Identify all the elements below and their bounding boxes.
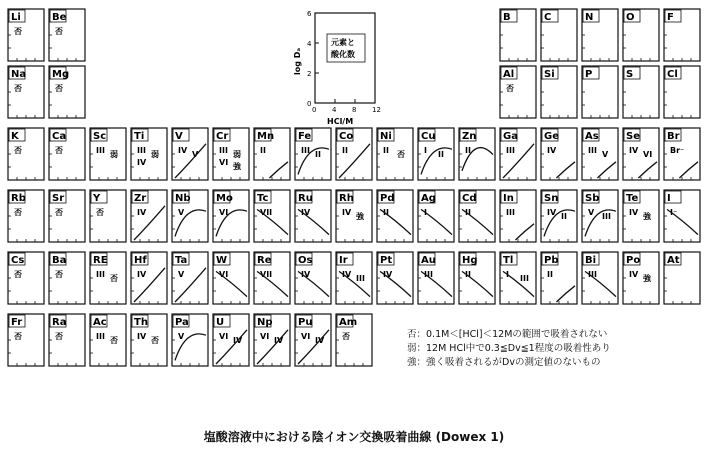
key-y-tick-label: 6: [307, 10, 312, 18]
element-symbol: Zn: [462, 131, 477, 142]
element-symbol: Ru: [298, 193, 313, 204]
oxidation-note: 否: [55, 270, 63, 279]
oxidation-note: IV: [547, 146, 557, 155]
oxidation-note: VI: [643, 150, 653, 159]
element-symbol: Mo: [216, 193, 233, 204]
oxidation-note: II: [342, 146, 348, 155]
element-symbol: Ac: [93, 317, 107, 328]
oxidation-note: III: [602, 212, 611, 221]
element-cell-hg: [459, 252, 495, 304]
element-symbol: Si: [544, 69, 555, 80]
oxidation-note: III: [588, 270, 597, 279]
oxidation-note: IV: [301, 208, 311, 217]
oxidation-note: 否: [397, 150, 405, 159]
element-cell-re: [90, 252, 126, 304]
oxidation-note: VI: [219, 332, 229, 341]
element-cell-os: [295, 252, 331, 304]
element-symbol: Rb: [11, 193, 26, 204]
element-symbol: Nb: [175, 193, 191, 204]
element-cell-rb: [8, 190, 44, 242]
element-symbol: Br: [667, 131, 680, 142]
element-symbol: Hg: [462, 255, 478, 266]
element-symbol: W: [216, 255, 228, 266]
element-symbol: V: [175, 131, 183, 142]
element-cell-re: [254, 252, 290, 304]
element-cell-at: [664, 252, 700, 304]
element-symbol: Ta: [175, 255, 188, 266]
element-cell-hf: [131, 252, 167, 304]
element-symbol: Na: [11, 69, 27, 80]
element-cell-ti: [131, 128, 167, 180]
key-x-tick-label: 8: [352, 106, 357, 114]
element-symbol: Al: [503, 69, 515, 80]
oxidation-note: V: [178, 332, 185, 341]
oxidation-note: III: [96, 270, 105, 279]
oxidation-note: III: [588, 146, 597, 155]
oxidation-note: 否: [55, 146, 63, 155]
element-symbol: Ra: [52, 317, 67, 328]
element-symbol: Cd: [462, 193, 477, 204]
element-symbol: Ca: [52, 131, 67, 142]
oxidation-note: IV: [233, 336, 243, 345]
oxidation-note: IV: [629, 270, 639, 279]
element-cell-sn: [541, 190, 577, 242]
element-cell-rh: [336, 190, 372, 242]
element-cell-si: [541, 66, 577, 118]
element-cell-s: [623, 66, 659, 118]
oxidation-note: V: [178, 270, 185, 279]
element-symbol: Fr: [11, 317, 23, 328]
element-symbol: B: [503, 12, 511, 23]
element-cell-y: [90, 190, 126, 242]
element-symbol: Th: [134, 317, 148, 328]
element-symbol: Ga: [503, 131, 518, 142]
element-symbol: Co: [339, 131, 354, 142]
element-symbol: Rh: [339, 193, 354, 204]
oxidation-note: IV: [383, 270, 393, 279]
element-symbol: Sn: [544, 193, 559, 204]
oxidation-note: VI: [219, 270, 229, 279]
element-cell-cd: [459, 190, 495, 242]
element-cell-fr: [8, 314, 44, 366]
oxidation-note: II: [315, 150, 321, 159]
legend-no: 否：0.1M＜[HCl]＜12Mの範囲で吸着されない: [407, 329, 608, 340]
oxidation-note: II: [465, 208, 471, 217]
oxidation-note: IV: [547, 208, 557, 217]
oxidation-note: III: [506, 146, 515, 155]
oxidation-note: 強: [233, 162, 241, 171]
element-symbol: Cu: [421, 131, 436, 142]
element-symbol: Pb: [544, 255, 559, 266]
element-symbol: Po: [626, 255, 641, 266]
element-cell-as: [582, 128, 618, 180]
oxidation-note: 否: [55, 332, 63, 341]
element-cell-tl: [500, 252, 536, 304]
element-symbol: Y: [93, 193, 101, 204]
oxidation-note: 否: [14, 27, 22, 36]
element-cell-te: [623, 190, 659, 242]
oxidation-note: 否: [14, 84, 22, 93]
element-cell-mg: [49, 66, 85, 118]
oxidation-note: IV: [274, 336, 284, 345]
key-y-label: log Dₐ: [293, 47, 302, 75]
oxidation-note: IV: [178, 146, 188, 155]
oxidation-note: II: [260, 146, 266, 155]
element-cell-f: [664, 9, 700, 61]
element-cell-ba: [49, 252, 85, 304]
oxidation-note: VI: [219, 208, 229, 217]
element-cell-mn: [254, 128, 290, 180]
element-symbol: RE: [93, 255, 108, 266]
key-inner-label-2: 酸化数: [331, 50, 355, 59]
element-cell-n: [582, 9, 618, 61]
element-cell-b: [500, 9, 536, 61]
element-cell-k: [8, 128, 44, 180]
element-symbol: Be: [52, 12, 67, 23]
oxidation-note: 否: [110, 336, 118, 345]
oxidation-note: 否: [14, 208, 22, 217]
element-cell-ra: [49, 314, 85, 366]
element-symbol: Zr: [134, 193, 147, 204]
element-cell-tc: [254, 190, 290, 242]
oxidation-note: V: [588, 208, 595, 217]
element-cell-fe: [295, 128, 331, 180]
element-cell-o: [623, 9, 659, 61]
element-cell-sb: [582, 190, 618, 242]
element-cell-bi: [582, 252, 618, 304]
element-symbol: Pa: [175, 317, 189, 328]
oxidation-note: 否: [96, 208, 104, 217]
element-symbol: Li: [11, 12, 21, 23]
element-symbol: Ti: [134, 131, 145, 142]
element-cell-c: [541, 9, 577, 61]
key-x-tick-label: 4: [332, 106, 337, 114]
element-cell-v: [172, 128, 208, 180]
element-cell-zr: [131, 190, 167, 242]
element-symbol: S: [626, 69, 634, 80]
element-cell-zn: [459, 128, 495, 180]
oxidation-note: 弱: [151, 150, 159, 159]
oxidation-note: 否: [506, 84, 514, 93]
element-cell-ac: [90, 314, 126, 366]
oxidation-note: V: [178, 208, 185, 217]
oxidation-note: VII: [260, 208, 273, 217]
element-symbol: Np: [257, 317, 273, 328]
element-cell-th: [131, 314, 167, 366]
figure-caption: 塩酸溶液中における陰イオン交換吸着曲線 (Dowex 1): [203, 430, 505, 444]
oxidation-note: Br⁻: [670, 146, 685, 155]
element-cell-pt: [377, 252, 413, 304]
oxidation-note: 強: [643, 274, 651, 283]
oxidation-note: II: [465, 146, 471, 155]
oxidation-note: III: [137, 146, 146, 155]
element-symbol: Tl: [503, 255, 514, 266]
oxidation-note: III: [96, 146, 105, 155]
oxidation-note: II: [547, 270, 553, 279]
element-cell-pa: [172, 314, 208, 366]
element-symbol: Hf: [134, 255, 147, 266]
element-symbol: Mg: [52, 69, 70, 80]
element-symbol: Tc: [257, 193, 269, 204]
oxidation-note: VI: [219, 158, 229, 167]
element-cell-cl: [664, 66, 700, 118]
element-cell-cs: [8, 252, 44, 304]
element-symbol: Sb: [585, 193, 600, 204]
oxidation-note: III: [356, 274, 365, 283]
element-cell-cu: [418, 128, 454, 180]
oxidation-note: 否: [14, 270, 22, 279]
element-symbol: Bi: [585, 255, 597, 266]
oxidation-note: 否: [14, 332, 22, 341]
element-symbol: Te: [626, 193, 639, 204]
oxidation-note: IV: [629, 146, 639, 155]
key-y-tick-label: 2: [307, 70, 312, 78]
element-symbol: Re: [257, 255, 272, 266]
element-symbol: Cs: [11, 255, 25, 266]
element-cell-pb: [541, 252, 577, 304]
oxidation-note: I: [506, 270, 509, 279]
element-symbol: K: [11, 131, 19, 142]
oxidation-note: IV: [315, 336, 325, 345]
oxidation-note: IV: [137, 270, 147, 279]
element-symbol: Pd: [380, 193, 395, 204]
oxidation-note: IV: [342, 270, 352, 279]
oxidation-note: III: [424, 270, 433, 279]
element-cell-au: [418, 252, 454, 304]
oxidation-note: 否: [342, 332, 350, 341]
element-symbol: Sr: [52, 193, 65, 204]
element-cell-p: [582, 66, 618, 118]
oxidation-note: I: [424, 146, 427, 155]
element-symbol: Fe: [298, 131, 312, 142]
oxidation-note: III: [96, 332, 105, 341]
element-cell-pu: [295, 314, 331, 366]
key-x-tick-label: 12: [372, 106, 381, 114]
oxidation-note: II: [465, 270, 471, 279]
element-cell-ag: [418, 190, 454, 242]
element-symbol: O: [626, 12, 635, 23]
oxidation-note: 否: [55, 27, 63, 36]
oxidation-note: 否: [55, 208, 63, 217]
element-symbol: Ag: [421, 193, 436, 204]
oxidation-note: 否: [110, 274, 118, 283]
oxidation-note: IV: [629, 208, 639, 217]
oxidation-note: III: [301, 146, 310, 155]
oxidation-note: II: [383, 208, 389, 217]
oxidation-note: II: [383, 146, 389, 155]
element-cell-np: [254, 314, 290, 366]
element-cell-sr: [49, 190, 85, 242]
key-x-label: HCl/M: [327, 117, 354, 126]
oxidation-note: VI: [260, 332, 270, 341]
element-cell-mo: [213, 190, 249, 242]
oxidation-note: IV: [342, 208, 352, 217]
oxidation-note: II: [438, 150, 444, 159]
element-cell-ge: [541, 128, 577, 180]
element-symbol: Au: [421, 255, 436, 266]
element-cell-w: [213, 252, 249, 304]
element-cell-ta: [172, 252, 208, 304]
oxidation-note: V: [192, 150, 199, 159]
element-symbol: P: [585, 69, 593, 80]
element-symbol: In: [503, 193, 514, 204]
oxidation-note: 否: [14, 146, 22, 155]
element-symbol: Cl: [667, 69, 678, 80]
oxidation-note: III: [219, 146, 228, 155]
element-cell-ru: [295, 190, 331, 242]
element-cell-ir: [336, 252, 372, 304]
element-symbol: Pt: [380, 255, 393, 266]
element-symbol: Ir: [339, 255, 348, 266]
oxidation-note: IV: [301, 270, 311, 279]
element-cell-am: [336, 314, 372, 366]
element-symbol: Ge: [544, 131, 559, 142]
element-symbol: U: [216, 317, 225, 328]
element-symbol: Se: [626, 131, 640, 142]
key-panel: [293, 10, 381, 126]
oxidation-note: 否: [55, 84, 63, 93]
key-y-tick-label: 0: [307, 100, 312, 108]
oxidation-note: IV: [137, 158, 147, 167]
legend-strong: 強：強く吸着されるがDvの測定値のないもの: [407, 357, 601, 368]
element-cell-li: [8, 9, 44, 61]
element-symbol: As: [585, 131, 599, 142]
element-cell-co: [336, 128, 372, 180]
element-cell-be: [49, 9, 85, 61]
oxidation-note: 強: [643, 212, 651, 221]
key-x-tick-label: 0: [312, 106, 317, 114]
legend: [407, 328, 611, 370]
element-cell-se: [623, 128, 659, 180]
element-cell-sc: [90, 128, 126, 180]
key-y-tick-label: 4: [307, 40, 312, 48]
element-symbol: I: [667, 193, 671, 204]
element-cell-ga: [500, 128, 536, 180]
element-cell-al: [500, 66, 536, 118]
element-symbol: N: [585, 12, 594, 23]
element-symbol: Ba: [52, 255, 67, 266]
element-symbol: Pu: [298, 317, 313, 328]
element-symbol: Sc: [93, 131, 107, 142]
oxidation-note: IV: [137, 208, 147, 217]
element-cell-in: [500, 190, 536, 242]
oxidation-note: VI: [301, 332, 311, 341]
oxidation-note: VII: [260, 270, 273, 279]
element-cell-br: [664, 128, 700, 180]
element-symbol: C: [544, 12, 552, 23]
element-cell-nb: [172, 190, 208, 242]
element-symbol: Am: [339, 317, 358, 328]
oxidation-note: IV: [137, 332, 147, 341]
element-cell-ca: [49, 128, 85, 180]
oxidation-note: 弱: [110, 150, 118, 159]
element-symbol: At: [667, 255, 680, 266]
element-cell-na: [8, 66, 44, 118]
element-symbol: Ni: [380, 131, 392, 142]
element-cell-i: [664, 190, 700, 242]
element-symbol: Mn: [257, 131, 275, 142]
element-cell-po: [623, 252, 659, 304]
oxidation-note: I⁻: [670, 208, 678, 217]
oxidation-note: III: [506, 208, 515, 217]
oxidation-note: 強: [356, 212, 364, 221]
element-cell-pd: [377, 190, 413, 242]
element-cell-u: [213, 314, 249, 366]
element-cell-cr: [213, 128, 249, 180]
oxidation-note: II: [561, 212, 567, 221]
oxidation-note: III: [520, 274, 529, 283]
legend-weak: 弱：12M HCl中で0.3≦Dv≦1程度の吸着性あり: [407, 343, 611, 354]
element-symbol: Cr: [216, 131, 229, 142]
element-symbol: F: [667, 12, 674, 23]
element-symbol: Os: [298, 255, 313, 266]
element-cell-ni: [377, 128, 413, 180]
oxidation-note: I: [424, 208, 427, 217]
oxidation-note: 否: [151, 336, 159, 345]
oxidation-note: V: [602, 150, 609, 159]
key-inner-label-1: 元素と: [331, 38, 355, 47]
oxidation-note: 弱: [233, 150, 241, 159]
